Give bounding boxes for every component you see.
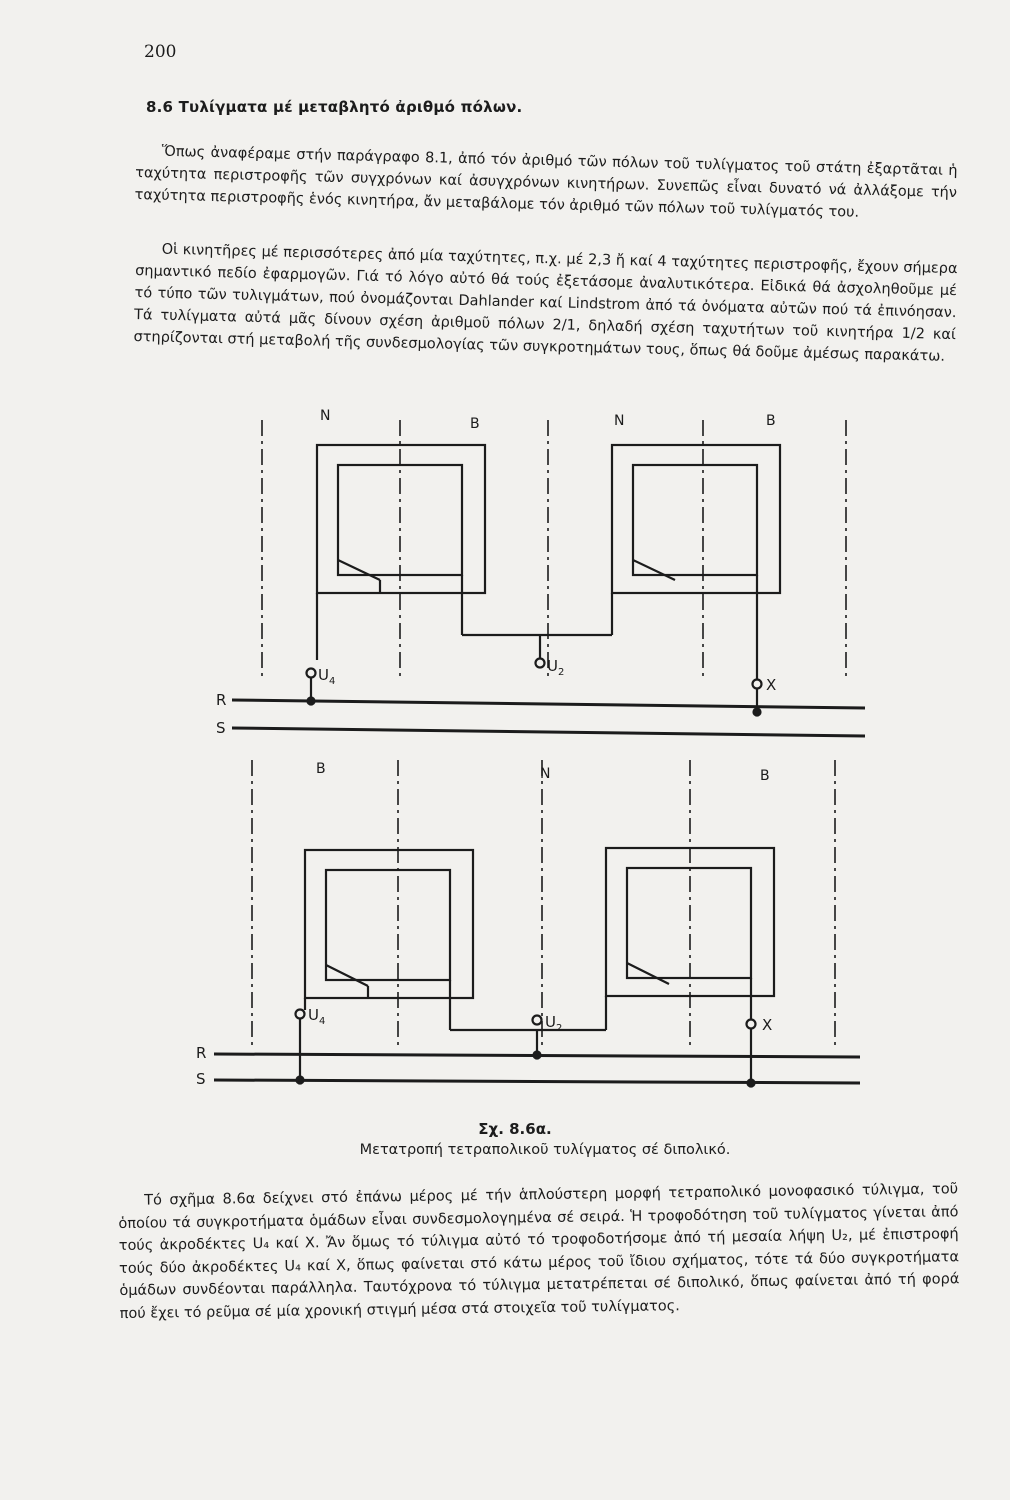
terminal-label-u4 [318, 666, 335, 687]
pole-label: N [614, 413, 625, 429]
figure-number: Σχ. 8.6α. [478, 1120, 552, 1138]
terminal-u4 [307, 669, 316, 678]
terminal-subscript: 2 [557, 667, 565, 678]
terminal-label-x: X [762, 1016, 773, 1034]
supply-line-s [214, 1080, 860, 1083]
page-number: 200 [144, 42, 177, 62]
figure-caption: Μετατροπή τετραπολικοῦ τυλίγματος σέ διπολικό. [359, 1142, 731, 1158]
pole-label: N [320, 408, 331, 424]
paragraph-text: Ὅπως ἀναφέραμε στήν παράγραφο 8.1, ἀπό τόν ἀριθμό τῶν πόλων τοῦ τυλίγματος τοῦ στάτη ἐξαρτᾶται ἡ ταχύτητα περιστροφῆς τῶν συγχρόνων καί ἀσυγχρόνων κινητήρων. Συνεπῶς εἶναι δυνατό νά ἀλλάξομε τήν ταχύτητα περιστροφῆς ἑνός κινητήρα, ἄν μεταβάλομε τόν ἀριθμό τῶν πόλων τοῦ τυλίγματός του. [134, 143, 958, 221]
terminal-u2 [533, 1016, 542, 1025]
pole-label: B [316, 761, 326, 777]
terminal-subscript: 4 [318, 1016, 326, 1027]
coil-outer [305, 850, 473, 998]
supply-line-r [232, 700, 865, 708]
line-label-s: S [216, 719, 226, 737]
terminal-letter: U [318, 666, 329, 684]
line-label-r: R [216, 691, 227, 709]
coil-outer [612, 445, 780, 593]
junction-dot [748, 1080, 755, 1087]
terminal-x [753, 680, 762, 689]
terminal-letter: U [308, 1006, 319, 1024]
terminal-u2 [536, 659, 545, 668]
supply-line-s [232, 728, 865, 736]
line-label-r: R [196, 1044, 207, 1062]
coil-inner [627, 868, 751, 978]
paragraph-figure-explanation [118, 1178, 960, 1325]
terminal-label-u4 [308, 1006, 325, 1027]
junction-dot [754, 709, 761, 716]
paragraph-motors [133, 238, 957, 368]
paragraph-intro [134, 140, 957, 226]
terminal-subscript: 4 [328, 676, 336, 687]
terminal-label-u2 [545, 1013, 562, 1034]
coil-outer [317, 445, 485, 593]
terminal-subscript: 2 [555, 1023, 563, 1034]
winding-diagram [0, 390, 1010, 1110]
terminal-letter: U [545, 1013, 556, 1031]
coil-crossover [627, 963, 669, 984]
pole-label: B [470, 416, 480, 432]
line-label-s: S [196, 1070, 206, 1088]
paragraph-text: Οἱ κινητῆρες μέ περισσότερες ἀπό μία ταχύτητες, π.χ. μέ 2,3 ἤ καί 4 ταχύτητες περιστροφῆς, ἔχουν σήμερα σημαντικό πεδίο ἐφαρμογῶν. Γιά τό λόγο αὐτό θά τούς ἐξετάσομε ἀναλυτικότερα. Εἰδικά θά ἀσχοληθοῦμε μέ τό τύπο τῶν τυλιγμάτων, πού ὀνομάζονται Dahlander καί Lindstrom ἀπό τά ὀνόματα αὐτῶν πού τά ἐπινόησαν. Τά τυλίγματα αὐτά μᾶς δίνουν σχέση ἀριθμοῦ πόλων 2/1, δηλαδή σχέση ταχυτήτων τοῦ κινητήρα 1/2 καί στηρίζονται στή μεταβολή τῆς συνδεσμολογίας τῶν συγκροτημάτων τους, ὅπως θά δοῦμε ἀμέσως παρακάτω. [133, 241, 958, 365]
pole-label: B [766, 413, 776, 429]
coil-inner [633, 465, 757, 575]
coil-crossover [633, 560, 675, 580]
terminal-label-x: X [766, 676, 777, 694]
junction-dot [534, 1052, 541, 1059]
pole-label: N [540, 766, 551, 782]
coil-crossover [326, 965, 368, 986]
terminal-x [747, 1020, 756, 1029]
junction-dot [297, 1077, 304, 1084]
coil-crossover [338, 560, 380, 580]
terminal-label-u2 [547, 657, 564, 678]
bottom-winding [214, 760, 860, 1087]
junction-dot [308, 698, 315, 705]
terminal-u4 [296, 1010, 305, 1019]
pole-label: B [760, 768, 770, 784]
terminal-letter: U [547, 657, 558, 675]
coil-inner [326, 870, 450, 980]
paragraph-text: Τό σχῆμα 8.6α δείχνει στό ἐπάνω μέρος μέ τήν ἁπλούστερη μορφή τετραπολικό μονοφασικό τύλιγμα, τοῦ ὁποίου τά συγκροτήματα ὁμάδων εἶναι συνδεσμολογημένα σέ σειρά. Ἡ τροφοδότηση τοῦ τυλίγματος γίνεται ἀπό τούς ἀκροδέκτες U₄ καί X. Ἄν ὅμως τό τύλιγμα αὐτό τό τροφοδοτήσομε ἀπό τή μεσαία λήψη U₂, μέ ἐπιστροφή τούς δύο ἀκροδέκτες U₄ καί X, ὅπως φαίνεται στό κάτω μέρος τοῦ ἴδιου σχήματος, τότε τά δύο συγκροτήματα ὁμάδων συνδέονται παράλληλα. Ταυτόχρονα τό τύλιγμα μετατρέπεται σέ διπολικό, ὅπως φαίνεται ἀπό τή φορά πού ἔχει τό ρεῦμα σέ μία χρονική στιγμή μέσα στά στοιχεῖα τοῦ τυλίγματος. [118, 1181, 960, 1322]
section-title: 8.6 Τυλίγματα μέ μεταβλητό ἀριθμό πόλων. [146, 98, 523, 116]
